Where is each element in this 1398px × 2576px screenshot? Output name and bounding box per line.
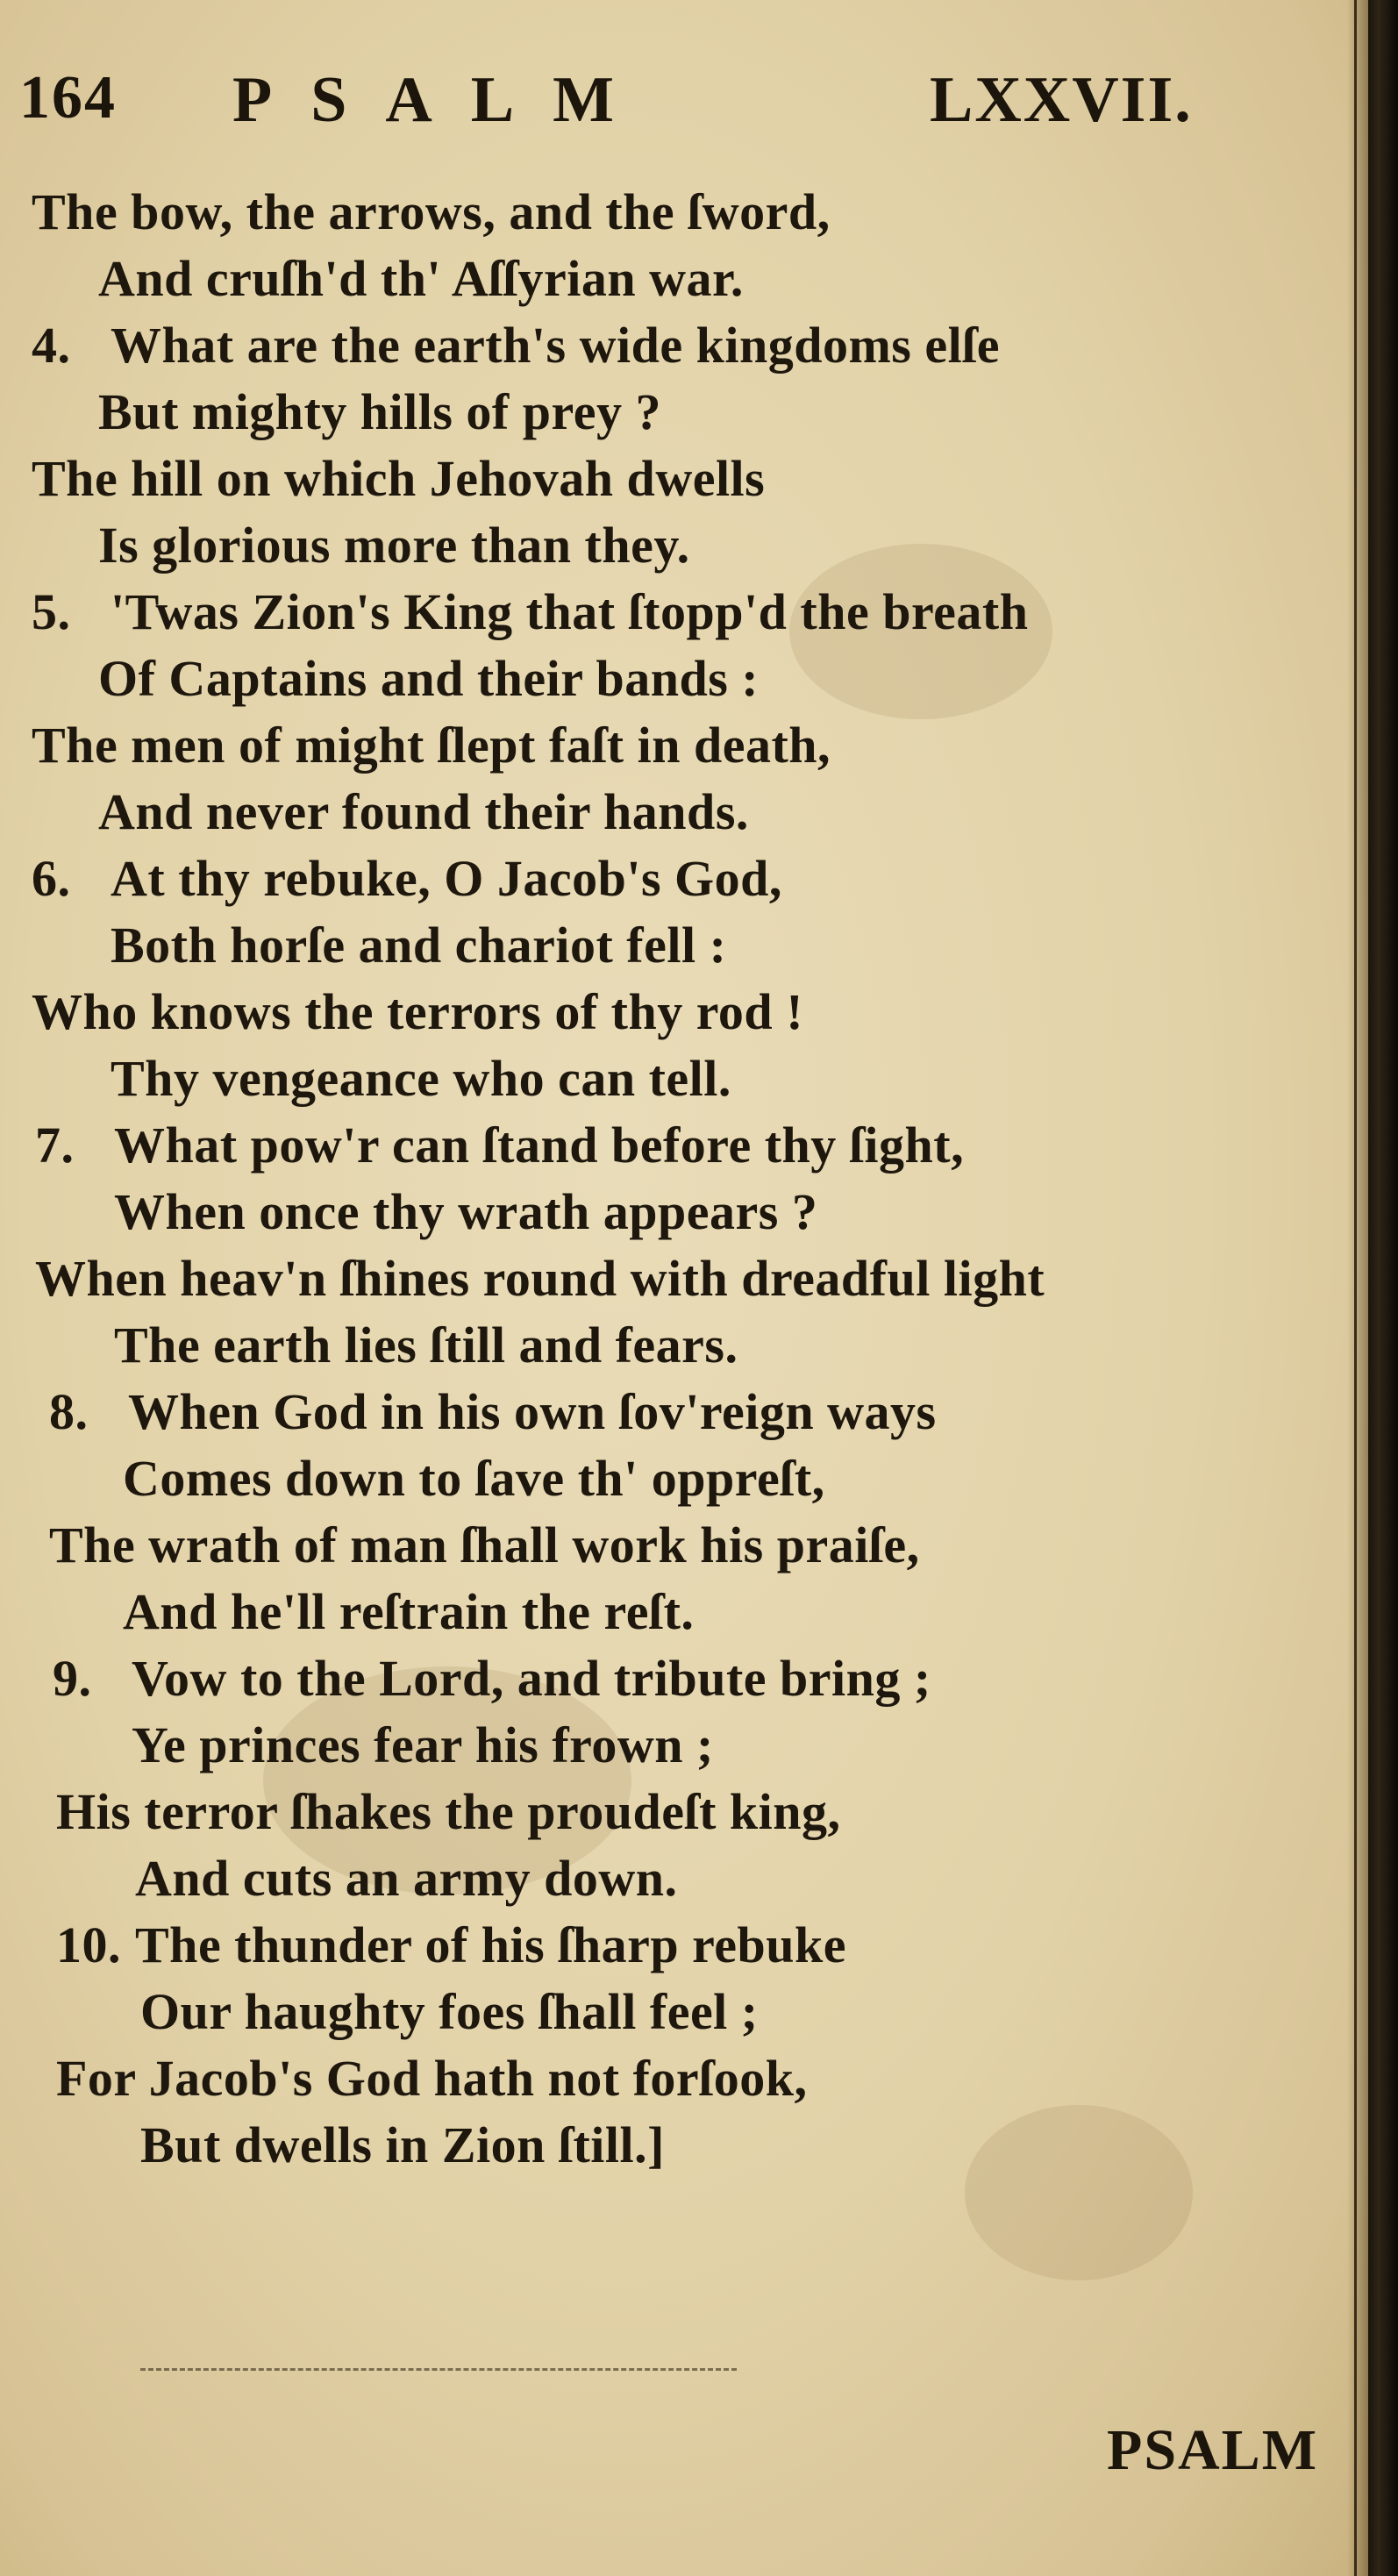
verse-line: But dwells in Zion ſtill.] [140, 2116, 665, 2173]
gutter-shadow [1347, 0, 1368, 2576]
verse-line: But mighty hills of prey ? [98, 383, 661, 440]
verse-line: And cuts an army down. [135, 1850, 678, 1907]
verse-line: The men of might ſlept faſt in death, [32, 717, 831, 774]
verse-line: And never found their hands. [98, 783, 749, 840]
verse-number: 9. [53, 1650, 92, 1707]
verse-number: 5. [32, 583, 71, 640]
page-number: 164 [19, 64, 117, 132]
verse-line: Is glorious more than they. [98, 517, 690, 574]
verse-line: The earth lies ſtill and fears. [114, 1317, 738, 1374]
running-title: PSALM [232, 64, 653, 136]
verse-line: Of Captains and their bands : [98, 650, 760, 707]
verse-line: Comes down to ſave th' oppreſt, [123, 1450, 825, 1507]
verse-number: 6. [32, 850, 71, 907]
verse-line: Both horſe and chariot fell : [111, 917, 727, 974]
catchword: PSALM [1107, 2418, 1318, 2482]
page-header [0, 53, 1316, 136]
verse-line: 6. At thy rebuke, O Jacob's God, [32, 850, 782, 907]
psalm-number: LXXVII. [930, 64, 1193, 136]
verse-line: Thy vengeance who can tell. [111, 1050, 731, 1107]
verse-number: 7. [35, 1117, 75, 1174]
verse-line: And he'll reſtrain the reſt. [123, 1583, 695, 1640]
verse-line: 4. What are the earth's wide kingdoms elſe [32, 317, 1001, 374]
verse-line: Ye princes fear his frown ; [132, 1716, 714, 1773]
spine-line [1354, 0, 1357, 2576]
verse-line: Who knows the terrors of thy rod ! [32, 983, 804, 1040]
verse-line: 5. 'Twas Zion's King that ſtopp'd the breath [32, 583, 1029, 640]
verse-line: His terror ſhakes the proudeſt king, [56, 1783, 841, 1840]
verse-line: When once thy wrath appears ? [114, 1183, 818, 1240]
verse-line: 7. What pow'r can ſtand before thy ſight, [35, 1117, 965, 1174]
verse-line: 8. When God in his own ſov'reign ways [49, 1383, 937, 1440]
verse-line: 10. The thunder of his ſharp rebuke [56, 1916, 847, 1973]
verse-number: 8. [49, 1383, 89, 1440]
verse-line: For Jacob's God hath not forſook, [56, 2050, 808, 2107]
end-rule [140, 2368, 737, 2371]
verse-line: When heav'n ſhines round with dreadful light [35, 1250, 1045, 1307]
verse-line: 9. Vow to the Lord, and tribute bring ; [53, 1650, 931, 1707]
verse-line: The bow, the arrows, and the ſword, [32, 183, 831, 240]
verse-number: 10. [56, 1916, 121, 1973]
verse-line: The wrath of man ſhall work his praiſe, [49, 1516, 920, 1573]
paper-stain [965, 2105, 1193, 2280]
verse-number: 4. [32, 317, 71, 374]
verse-line: Our haughty foes ſhall feel ; [140, 1983, 759, 2040]
verse-line: The hill on which Jehovah dwells [32, 450, 766, 507]
verse-line: And cruſh'd th' Aſſyrian war. [98, 250, 744, 307]
binding-gutter [1368, 0, 1398, 2576]
